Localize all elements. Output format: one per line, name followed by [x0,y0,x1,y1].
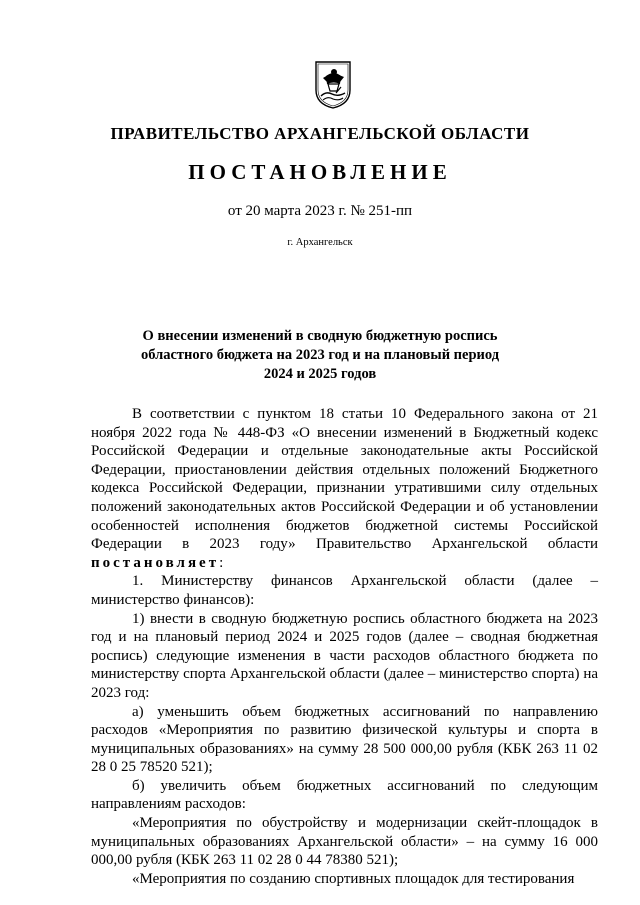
preamble-text: В соответствии с пунктом 18 статьи 10 Федерального закона от 21 ноября 2022 года № 448-ФЗ «О внесении изменений в Бюджетный кодекс Российской Федерации и отдельные законодательные акты Российской Федерации, приостановлении действия отдельных положений Бюджетного кодекса Российской Федерации, признании утратившими силу отдельных положений законодательных актов Российской Федерации и об установлении особенностей исполнения бюджетов бюджетной системы Российской Федерации в 2023 году» Правительство Архангельской области [91,406,598,553]
body-paragraph: 1) внести в сводную бюджетную роспись областного бюджета на 2023 год и на плановый период 2024 и 2025 годов (далее – сводная бюджетная роспись) следующие изменения в части расходов областного бюджета по министерству спорта Архангельской области (далее – министерство спорта) на 2023 год: [91,610,598,701]
title-line: 2024 и 2025 годов [263,366,377,382]
preamble-paragraph [91,405,598,572]
body-paragraph: «Мероприятия по обустройству и модернизации скейт-площадок в муниципальных образованиях Архангельской области» – на сумму 16 000 000,00 рубля (КБК 263 11 02 28 0 44 78380 521); [91,815,598,869]
body-paragraph: 1. Министерству финансов Архангельской области (далее – министерство финансов): [91,573,598,608]
document-body [91,405,598,888]
body-paragraph: «Мероприятия по созданию спортивных площадок для тестирования [132,870,575,887]
decree-colon: : [219,554,224,571]
document-kind: ПОСТАНОВЛЕНИЕ [188,160,452,184]
title-line: областного бюджета на 2023 год и на плановый период [140,347,500,363]
decree-word: постановляет [91,554,220,571]
coat-of-arms-icon [314,60,352,110]
body-paragraph: б) увеличить объем бюджетных ассигнований по следующим направлениям расходов: [91,777,598,813]
title-line: О внесении изменений в сводную бюджетную роспись [142,328,498,344]
date-number: от 20 марта 2023 г. № 251-пп [227,203,413,219]
document-title [0,327,640,384]
body-paragraph: а) уменьшить объем бюджетных ассигнований по направлению расходов «Мероприятия по развитию физической культуры и спорта в муниципальных образованиях» на сумму 28 500 000,00 рубля (КБК 263 11 02 28 0 25 78520 521); [91,703,598,776]
government-name: ПРАВИТЕЛЬСТВО АРХАНГЕЛЬСКОЙ ОБЛАСТИ [110,124,530,143]
city: г. Архангельск [287,237,353,248]
